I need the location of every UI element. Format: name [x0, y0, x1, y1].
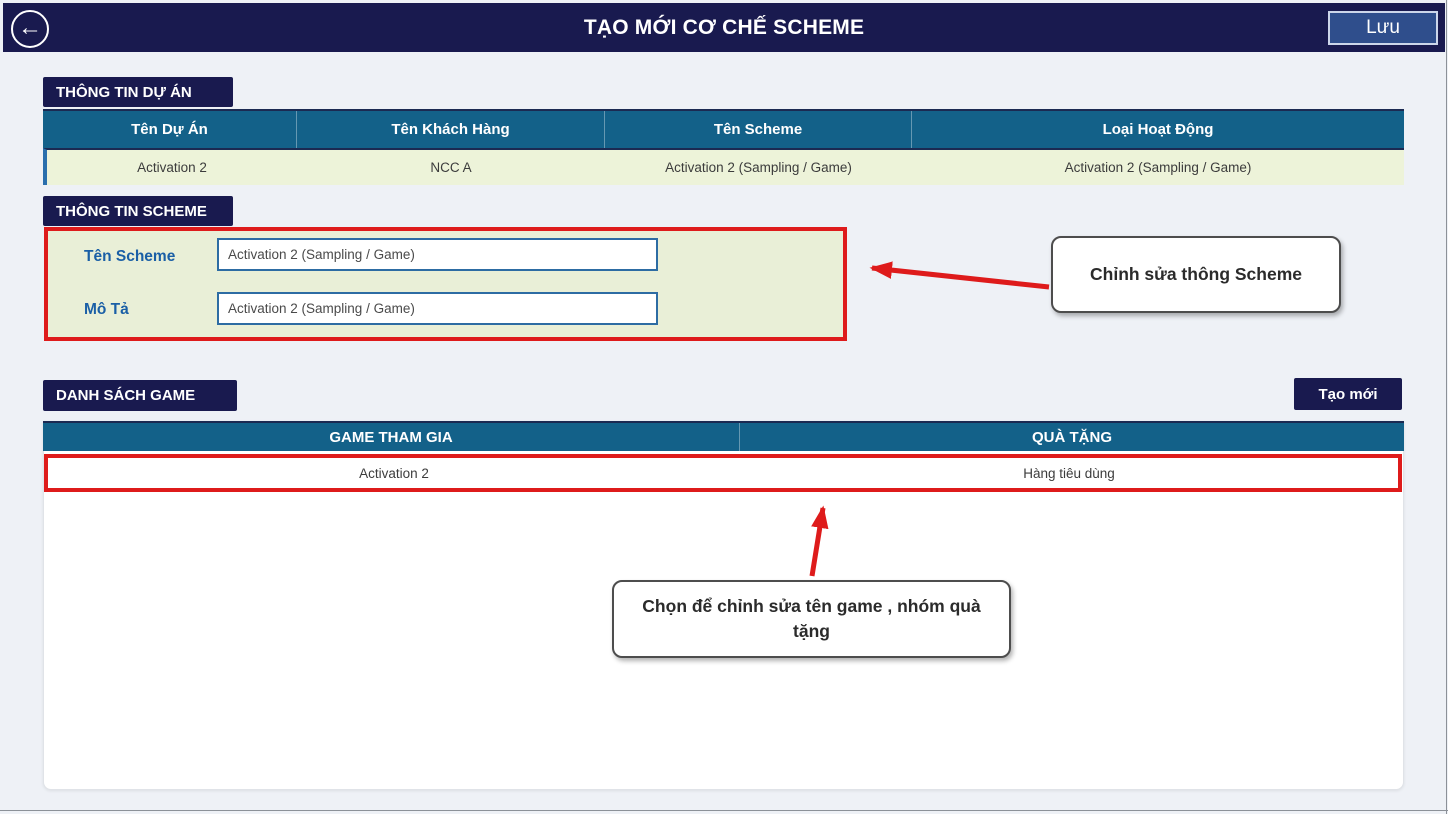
scheme-edit-panel: [44, 227, 847, 341]
game-table-header: [43, 421, 1404, 451]
scheme-callout: [1051, 236, 1341, 313]
back-arrow-icon: ←: [18, 14, 42, 41]
game-col-participating-game: GAME THAM GIA: [43, 423, 740, 451]
section-title-project-info: THÔNG TIN DỰ ÁN: [43, 77, 233, 107]
window-right-edge: [1446, 0, 1447, 814]
game-callout-text: Chọn để chỉnh sửa tên game , nhóm quà tặng: [642, 595, 981, 641]
project-col-project-name: Tên Dự Án: [43, 111, 297, 148]
app-header: [3, 3, 1445, 52]
section-title-game-list: DANH SÁCH GAME: [43, 380, 237, 411]
scheme-description-input[interactable]: [217, 292, 658, 325]
project-col-scheme-name: Tên Scheme: [605, 111, 912, 148]
scheme-name-label: Tên Scheme: [84, 248, 176, 265]
save-button[interactable]: Lưu: [1328, 11, 1438, 45]
project-cell-customer-name: NCC A: [430, 160, 472, 175]
project-col-customer-name: Tên Khách Hàng: [297, 111, 605, 148]
project-col-activity-type: Loại Hoạt Động: [1102, 121, 1214, 138]
project-table-header: [43, 109, 1404, 148]
scheme-arrow: [872, 268, 1049, 287]
scheme-callout-text: Chỉnh sửa thông Scheme: [1090, 263, 1302, 284]
scheme-description-label: Mô Tả: [84, 301, 129, 318]
game-cell-gift: Hàng tiêu dùng: [1023, 465, 1115, 481]
page-title: TẠO MỚI CƠ CHẾ SCHEME: [583, 16, 865, 39]
create-new-button[interactable]: Tạo mới: [1294, 378, 1402, 410]
game-table-row[interactable]: [44, 454, 1402, 492]
project-cell-project-name: Activation 2: [137, 160, 207, 175]
project-cell-scheme-name: Activation 2 (Sampling / Game): [665, 160, 852, 175]
game-cell-name: Activation 2: [359, 465, 429, 481]
game-callout: [612, 580, 1011, 658]
project-table-row: [43, 148, 1404, 185]
game-col-gift: QUÀ TẶNG: [1032, 428, 1112, 446]
window-bottom-edge: [0, 810, 1448, 811]
section-title-scheme-info: THÔNG TIN SCHEME: [43, 196, 233, 226]
project-cell-activity-type: Activation 2 (Sampling / Game): [1064, 160, 1252, 175]
scheme-name-input[interactable]: [217, 238, 658, 271]
